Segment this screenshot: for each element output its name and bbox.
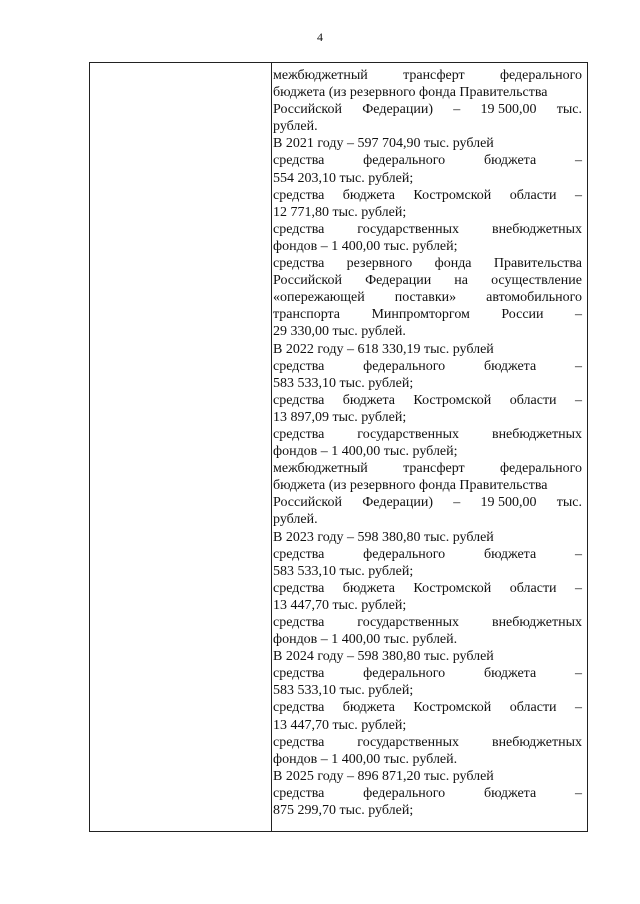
- text-line: [273, 67, 582, 84]
- text-word: трансферт: [403, 461, 465, 477]
- text-word: –: [575, 700, 582, 716]
- text-line: [273, 341, 582, 358]
- text-line: [273, 477, 582, 494]
- text-line: [273, 648, 582, 665]
- text-word: федерального: [363, 153, 446, 169]
- text-line: [273, 494, 582, 511]
- text-word: В 2023 году – 598 380,80 тыс. рублей: [273, 529, 494, 545]
- text-word: 12 771,80 тыс. рублей;: [273, 204, 407, 220]
- text-word: фондов – 1 400,00 тыс. рублей;: [273, 444, 458, 460]
- text-word: бюджета: [483, 153, 537, 169]
- text-word: Костромской: [413, 187, 492, 203]
- text-word: «опережающей: [273, 290, 365, 306]
- text-word: межбюджетный: [273, 68, 368, 83]
- text-line: [273, 802, 582, 819]
- text-word: автомобильного: [486, 290, 582, 306]
- text-line: [273, 665, 582, 682]
- text-line: [273, 614, 582, 631]
- text-word: средства: [273, 700, 325, 716]
- text-word: бюджета: [342, 392, 395, 408]
- text-word: –: [574, 666, 582, 682]
- text-word: средства: [273, 187, 325, 203]
- text-line: [273, 785, 582, 802]
- text-word: 19 500,00: [480, 102, 537, 118]
- text-line: [273, 768, 582, 785]
- text-word: –: [575, 580, 582, 596]
- text-line: [273, 358, 582, 375]
- text-word: на: [454, 273, 468, 289]
- text-word: –: [575, 392, 582, 408]
- text-line: [273, 152, 582, 169]
- text-word: федерального: [499, 461, 582, 477]
- text-line: [273, 580, 582, 597]
- text-word: внебюджетных: [491, 221, 582, 237]
- text-word: Костромской: [413, 580, 492, 596]
- text-line: [273, 699, 582, 716]
- text-word: –: [574, 307, 582, 323]
- text-word: рублей.: [273, 119, 318, 135]
- text-word: бюджета: [342, 187, 395, 203]
- text-word: средства: [273, 392, 325, 408]
- text-word: Российской: [273, 495, 342, 511]
- text-word: –: [575, 187, 582, 203]
- text-word: –: [574, 153, 582, 169]
- document-table: [89, 62, 588, 832]
- text-word: федерального: [363, 666, 446, 682]
- text-line: [273, 204, 582, 221]
- text-word: 583 533,10 тыс. рублей;: [273, 683, 414, 699]
- text-word: осуществление: [491, 273, 582, 289]
- text-word: бюджета: [342, 580, 395, 596]
- text-line: [273, 84, 582, 101]
- text-word: средства: [273, 666, 325, 682]
- text-word: внебюджетных: [491, 426, 582, 442]
- text-word: области: [509, 580, 557, 596]
- text-line: [273, 118, 582, 135]
- text-word: федерального: [499, 68, 582, 83]
- text-line: [273, 255, 582, 272]
- text-word: транспорта: [273, 307, 341, 323]
- text-line: [273, 426, 582, 443]
- text-word: 29 330,00 тыс. рублей.: [273, 324, 406, 340]
- text-word: области: [509, 392, 557, 408]
- text-word: –: [574, 785, 582, 801]
- text-word: средства: [273, 256, 325, 272]
- text-word: 583 533,10 тыс. рублей;: [273, 375, 414, 391]
- text-word: области: [509, 187, 557, 203]
- text-word: средства: [273, 426, 325, 442]
- text-word: бюджета (из резервного фонда Правительства: [273, 478, 548, 494]
- text-word: –: [453, 495, 461, 511]
- text-word: средства: [273, 615, 325, 630]
- text-line: [273, 375, 582, 392]
- text-word: фондов – 1 400,00 тыс. рублей.: [273, 632, 458, 648]
- text-word: внебюджетных: [491, 734, 582, 750]
- text-word: Костромской: [413, 700, 492, 716]
- text-word: Российской: [273, 102, 342, 118]
- text-word: федерального: [363, 785, 446, 801]
- text-word: области: [509, 700, 557, 716]
- text-word: средства: [273, 358, 325, 374]
- text-word: средства: [273, 580, 325, 596]
- table-right-cell: [273, 67, 582, 819]
- text-word: 13 447,70 тыс. рублей;: [273, 717, 407, 733]
- text-line: [273, 101, 582, 118]
- text-word: государственных: [357, 615, 459, 630]
- text-word: –: [453, 102, 461, 118]
- text-word: В 2025 году – 896 871,20 тыс. рублей: [273, 768, 494, 784]
- text-line: [273, 221, 582, 238]
- text-line: [273, 170, 582, 187]
- text-line: [273, 460, 582, 477]
- text-line: [273, 597, 582, 614]
- text-line: [273, 682, 582, 699]
- text-line: [273, 409, 582, 426]
- text-word: средства: [273, 546, 325, 562]
- text-word: бюджета (из резервного фонда Правительства: [273, 85, 548, 101]
- text-word: трансферт: [403, 68, 465, 83]
- text-line: [273, 717, 582, 734]
- text-word: бюджета: [483, 358, 537, 374]
- text-line: [273, 187, 582, 204]
- text-word: 554 203,10 тыс. рублей;: [273, 170, 414, 186]
- text-word: средства: [273, 785, 325, 801]
- text-word: Федерации): [362, 495, 434, 511]
- text-word: средства: [273, 153, 325, 169]
- text-word: бюджета: [483, 785, 537, 801]
- text-word: –: [574, 358, 582, 374]
- text-line: [273, 135, 582, 152]
- text-line: [273, 563, 582, 580]
- text-word: бюджета: [342, 700, 395, 716]
- text-line: [273, 529, 582, 546]
- text-line: [273, 392, 582, 409]
- text-word: В 2022 году – 618 330,19 тыс. рублей: [273, 341, 494, 357]
- text-word: резервного: [346, 256, 413, 272]
- text-word: федерального: [363, 358, 446, 374]
- text-word: фонда: [434, 256, 472, 272]
- text-word: федерального: [363, 546, 446, 562]
- text-word: 13 447,70 тыс. рублей;: [273, 597, 407, 613]
- text-word: государственных: [357, 734, 459, 750]
- text-word: В 2021 году – 597 704,90 тыс. рублей: [273, 136, 494, 152]
- text-word: средства: [273, 221, 325, 237]
- text-line: [273, 323, 582, 340]
- text-word: фондов – 1 400,00 тыс. рублей.: [273, 751, 458, 767]
- text-word: поставки»: [394, 290, 457, 306]
- text-word: средства: [273, 734, 325, 750]
- text-word: межбюджетный: [273, 461, 368, 477]
- text-word: фондов – 1 400,00 тыс. рублей;: [273, 238, 458, 254]
- text-word: 13 897,09 тыс. рублей;: [273, 409, 407, 425]
- text-word: В 2024 году – 598 380,80 тыс. рублей: [273, 649, 494, 665]
- text-word: рублей.: [273, 512, 318, 528]
- text-line: [273, 289, 582, 306]
- text-line: [273, 306, 582, 323]
- text-word: России: [501, 307, 544, 323]
- text-line: [273, 631, 582, 648]
- text-word: бюджета: [483, 666, 537, 682]
- text-line: [273, 546, 582, 563]
- text-line: [273, 751, 582, 768]
- text-word: 19 500,00: [480, 495, 537, 511]
- table-column-divider: [271, 63, 272, 831]
- text-word: тыс.: [556, 102, 582, 118]
- text-line: [273, 511, 582, 528]
- text-word: внебюджетных: [491, 615, 582, 630]
- text-line: [273, 272, 582, 289]
- text-word: 875 299,70 тыс. рублей;: [273, 803, 414, 819]
- text-word: Федерации: [365, 273, 432, 289]
- text-word: Минпромторгом: [371, 307, 470, 323]
- page-number: 4: [317, 30, 323, 44]
- text-word: 583 533,10 тыс. рублей;: [273, 563, 414, 579]
- text-word: тыс.: [556, 495, 582, 511]
- text-word: государственных: [357, 426, 459, 442]
- text-word: государственных: [357, 221, 459, 237]
- text-word: Федерации): [362, 102, 434, 118]
- text-line: [273, 734, 582, 751]
- text-word: Российской: [273, 273, 342, 289]
- text-line: [273, 238, 582, 255]
- text-word: бюджета: [483, 546, 537, 562]
- text-word: –: [574, 546, 582, 562]
- text-word: Костромской: [413, 392, 492, 408]
- text-line: [273, 443, 582, 460]
- text-word: Правительства: [493, 256, 582, 272]
